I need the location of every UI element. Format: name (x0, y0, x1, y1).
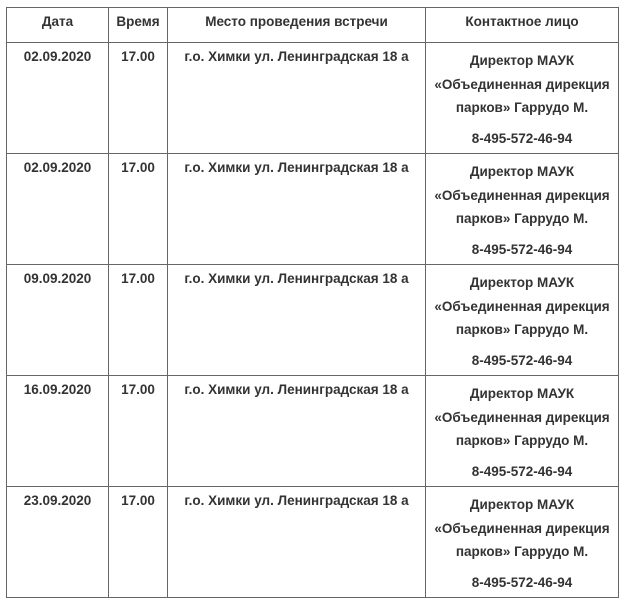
table-row (7, 487, 619, 598)
cell-contact (426, 376, 619, 487)
contact-org: «Объединенная дирекция (434, 187, 610, 203)
cell-time: 17.00 (109, 265, 168, 376)
cell-date: 23.09.2020 (7, 487, 109, 598)
contact-phone: 8-495-572-46-94 (471, 241, 573, 257)
meeting-schedule-table (6, 7, 619, 598)
contact-name: парков» Гаррудо М. (455, 322, 589, 337)
contact-title: Директор МАУК (469, 164, 575, 179)
contact-phone: 8-495-572-46-94 (471, 574, 573, 590)
cell-time: 17.00 (109, 154, 168, 265)
table-row (7, 376, 619, 487)
cell-place: г.о. Химки ул. Ленинградская 18 а (168, 154, 426, 265)
table-row (7, 265, 619, 376)
contact-title: Директор МАУК (469, 386, 575, 401)
contact-name: парков» Гаррудо М. (455, 100, 589, 115)
schedule-table-container (6, 7, 618, 598)
contact-phone: 8-495-572-46-94 (471, 463, 573, 479)
cell-date: 02.09.2020 (7, 43, 109, 154)
cell-place: г.о. Химки ул. Ленинградская 18 а (168, 487, 426, 598)
contact-phone: 8-495-572-46-94 (471, 130, 573, 146)
cell-place: г.о. Химки ул. Ленинградская 18 а (168, 43, 426, 154)
cell-time: 17.00 (109, 43, 168, 154)
contact-title: Директор МАУК (469, 497, 575, 512)
contact-title: Директор МАУК (469, 53, 575, 68)
contact-title: Директор МАУК (469, 275, 575, 290)
cell-date: 02.09.2020 (7, 154, 109, 265)
contact-name: парков» Гаррудо М. (455, 544, 589, 559)
contact-org: «Объединенная дирекция (434, 520, 610, 536)
cell-place: г.о. Химки ул. Ленинградская 18 а (168, 376, 426, 487)
contact-org: «Объединенная дирекция (434, 298, 610, 314)
cell-place: г.о. Химки ул. Ленинградская 18 а (168, 265, 426, 376)
header-date: Дата (7, 8, 109, 43)
contact-name: парков» Гаррудо М. (455, 433, 589, 448)
cell-contact (426, 43, 619, 154)
cell-date: 09.09.2020 (7, 265, 109, 376)
table-header-row (7, 8, 619, 43)
cell-date: 16.09.2020 (7, 376, 109, 487)
header-time: Время (109, 8, 168, 43)
cell-contact (426, 265, 619, 376)
cell-time: 17.00 (109, 487, 168, 598)
cell-contact (426, 487, 619, 598)
header-place: Место проведения встречи (168, 8, 426, 43)
contact-org: «Объединенная дирекция (434, 409, 610, 425)
table-row (7, 154, 619, 265)
contact-phone: 8-495-572-46-94 (471, 352, 573, 368)
cell-time: 17.00 (109, 376, 168, 487)
header-contact: Контактное лицо (426, 8, 619, 43)
cell-contact (426, 154, 619, 265)
contact-org: «Объединенная дирекция (434, 76, 610, 92)
contact-name: парков» Гаррудо М. (455, 211, 589, 226)
table-row (7, 43, 619, 154)
